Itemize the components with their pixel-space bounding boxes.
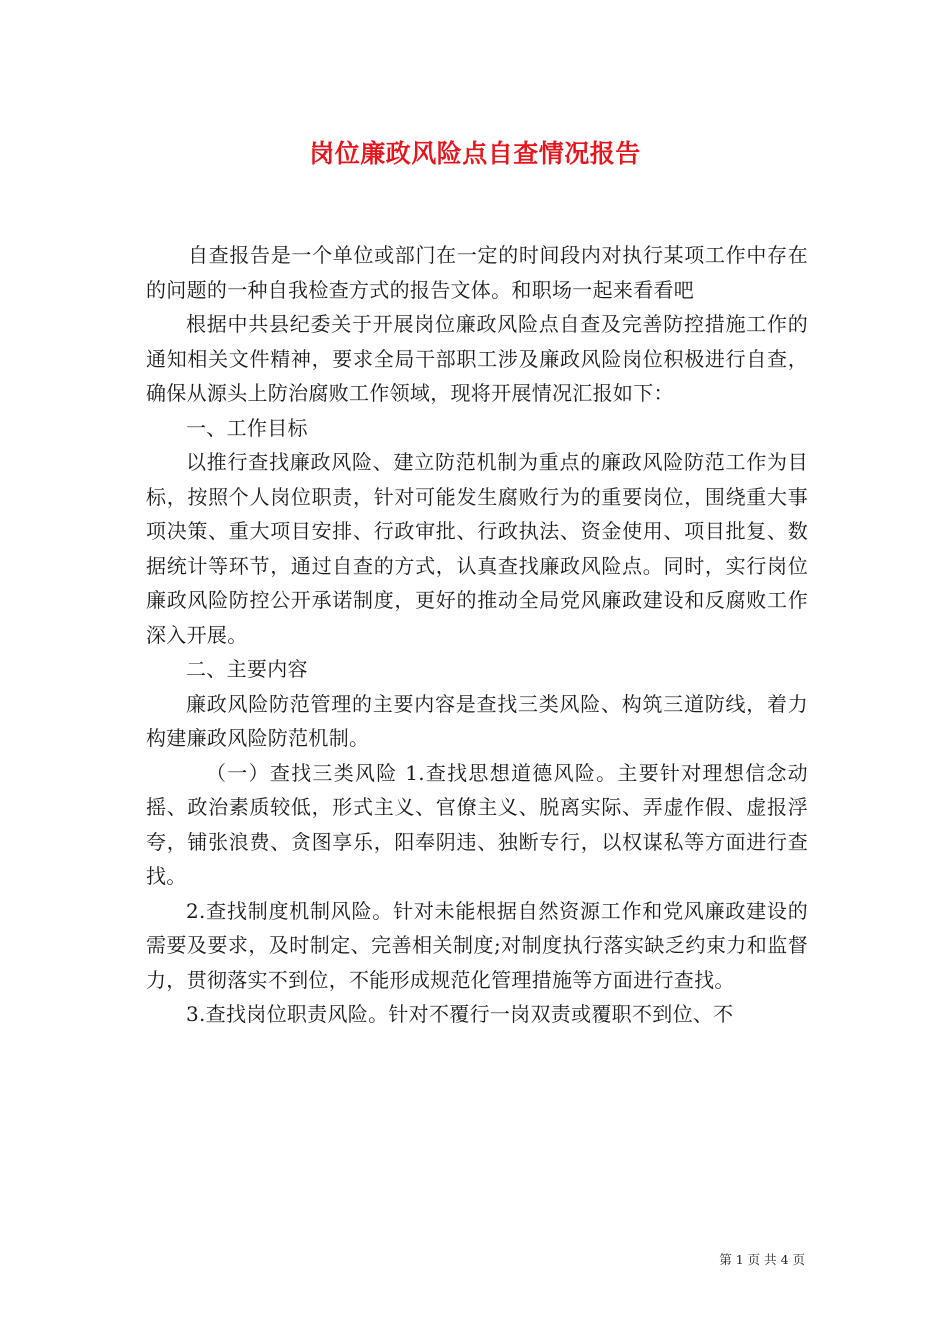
section-heading-goals: 一、工作目标	[186, 415, 308, 440]
section-heading-content: 二、主要内容	[186, 657, 308, 681]
paragraph-intro: 自查报告是一个单位或部门在一定的时间段内对执行某项工作中存在的问题的一种自我检查方式的报告文体。和职场一起来看看吧	[146, 243, 808, 302]
paragraph-risk-1: （一）查找三类风险 1.查找思想道德风险。主要针对理想信念动摇、政治素质较低，形式主义、官僚主义、脱离实际、弄虚作假、虚报浮夸，铺张浪费、贪图享乐，阳奉阴违、独断专行，以权谋私等方面进行查找。	[146, 760, 808, 888]
paragraph-risk-2: 2.查找制度机制风险。针对未能根据自然资源工作和党风廉政建设的需要及要求，及时制定、完善相关制度;对制度执行落实缺乏约束力和监督力，贯彻落实不到位，不能形成规范化管理措施等方面进行查找。	[146, 898, 808, 992]
paragraph-background: 根据中共县纪委关于开展岗位廉政风险点自查及完善防控措施工作的通知相关文件精神，要求全局干部职工涉及廉政风险岗位积极进行自查，确保从源头上防治腐败工作领域，现将开展情况汇报如下：	[146, 312, 808, 405]
paragraph-content: 廉政风险防范管理的主要内容是查找三类风险、构筑三道防线，着力构建廉政风险防范机制。	[146, 691, 808, 750]
document-body	[146, 238, 808, 1032]
page-indicator: 第 1 页 共 4 页	[719, 1252, 805, 1267]
paragraph-goals: 以推行查找廉政风险、建立防范机制为重点的廉政风险防范工作为目标，按照个人岗位职责，针对可能发生腐败行为的重要岗位，围绕重大事项决策、重大项目安排、行政审批、行政执法、资金使用、项目批复、数据统计等环节，通过自查的方式，认真查找廉政风险点。同时，实行岗位廉政风险防控公开承诺制度，更好的推动全局党风廉政建设和反腐败工作深入开展。	[146, 450, 808, 647]
paragraph-risk-3: 3.查找岗位职责风险。针对不覆行一岗双责或覆职不到位、不	[186, 1002, 734, 1026]
document-title: 岗位廉政风险点自查情况报告	[309, 139, 641, 168]
